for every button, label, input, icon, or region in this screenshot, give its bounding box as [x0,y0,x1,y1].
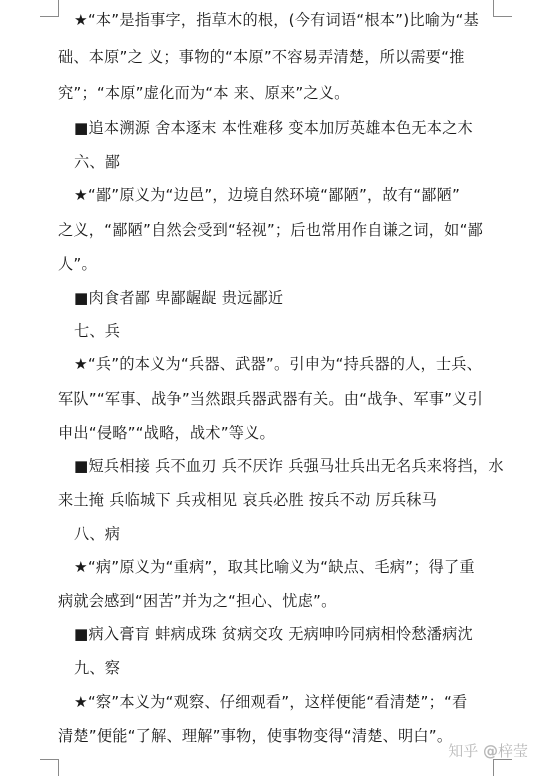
bing-explanation-line-3: 申出“侵略”“战略，战术”等义。 [58,424,275,442]
bing-illness-idioms: ■病入膏肓 蚌病成珠 贫病交攻 无病呻吟同病相怜愁潘病沈 [74,625,473,643]
bing-idioms-line-1: ■短兵相接 兵不血刃 兵不厌诈 兵强马壮兵出无名兵来将挡，水 [74,457,504,475]
ben-explanation-line-2: 础、本原”之 义；事物的“本原”不容易弄清楚，所以需要“推 [58,48,465,66]
bing-idioms-line-2: 来土掩 兵临城下 兵戎相见 哀兵必胜 按兵不动 厉兵秣马 [58,491,438,509]
bing-explanation-line-2: 军队”“军事、战争”当然跟兵器武器有关。由“战争、军事”义引 [58,390,484,408]
section-heading-bi: 六、鄙 [74,153,121,171]
bi-explanation-line-2: 之义，“鄙陋”自然会受到“轻视”；后也常用作自谦之词，如“鄙 [58,221,484,239]
bing-illness-explanation-line-2: 病就会感到“困苦”并为之“担心、忧虑”。 [58,592,337,610]
ben-idioms: ■追本溯源 舍本逐末 本性难移 变本加厉英雄本色无本之木 [74,119,473,137]
section-heading-bing-illness: 八、病 [74,525,121,543]
bing-illness-explanation-line-1: ★“病”原义为“重病”，取其比喻义为“缺点、毛病”；得了重 [74,558,475,576]
bi-explanation-line-3: 人”。 [58,255,97,273]
zhihu-watermark [448,740,528,761]
section-heading-cha: 九、察 [74,659,121,677]
crop-mark-top-right [493,0,512,17]
crop-mark-bottom-right [493,759,512,776]
watermark-author: 梓莹 [497,742,528,760]
cha-explanation-line-1: ★“察”本义为“观察、仔细观看”，这样便能“看清楚”；“看 [74,693,468,711]
section-heading-bing: 七、兵 [74,322,121,340]
bi-idioms: ■肉食者鄙 卑鄙龌龊 贵远鄙近 [74,289,284,307]
bi-explanation-line-1: ★“鄙”原义为“边邑”，边境自然环境“鄙陋”，故有“鄙陋” [74,186,461,204]
cha-explanation-line-2: 清楚”便能“了解、理解”事物，使事物变得“清楚、明白”。 [58,727,453,745]
watermark-at-symbol: @ [482,742,498,760]
crop-mark-top-left [40,0,59,17]
watermark-site: 知乎 [448,742,479,760]
crop-mark-bottom-left [40,759,59,776]
ben-explanation-line-1: ★“本”是指事字，指草木的根，(今有词语“根本”)比喻为“基 [74,11,479,29]
ben-explanation-line-3: 究”；“本原”虚化而为“本 来、原来”之义。 [58,84,350,102]
bing-explanation-line-1: ★“兵”的本义为“兵器、武器”。引申为“持兵器的人，士兵、 [74,355,483,373]
